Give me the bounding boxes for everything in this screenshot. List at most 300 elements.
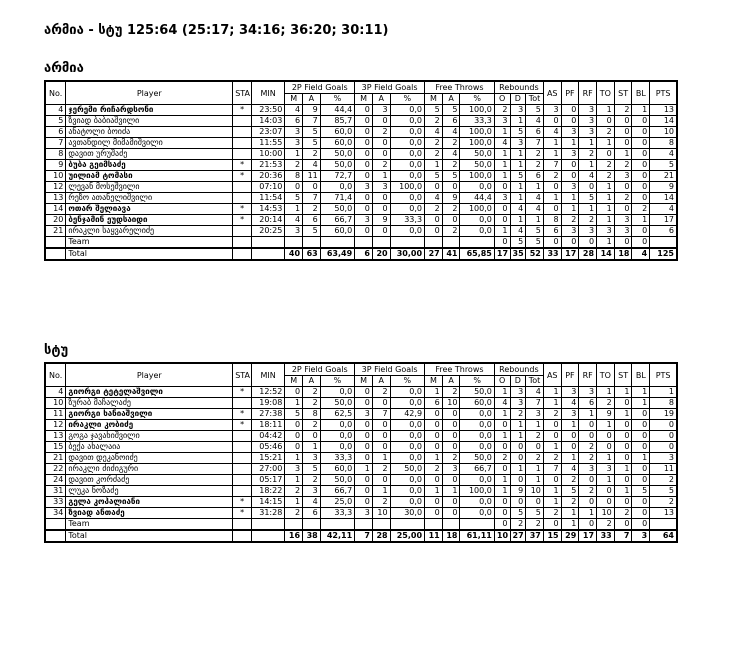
stat-pft: 0,0 xyxy=(460,508,494,519)
box-score-table-away xyxy=(44,362,678,543)
stat-as: 1 xyxy=(543,193,561,204)
stat-mft: 0 xyxy=(425,409,443,420)
stat-o: 1 xyxy=(494,486,510,497)
stat-rf: 1 xyxy=(579,138,597,149)
stat-to: 0 xyxy=(597,431,615,442)
stat-rf: 4 xyxy=(579,171,597,182)
stat-to: 1 xyxy=(597,453,615,464)
total-stat-bl: 3 xyxy=(632,530,650,542)
stat-a3: 0 xyxy=(372,431,390,442)
stat-as: 0 xyxy=(543,182,561,193)
header-rf: RF xyxy=(579,363,597,387)
stat-mft: 2 xyxy=(425,138,443,149)
player-row xyxy=(45,387,677,398)
stat-m2: 0 xyxy=(285,387,303,398)
stat-p3: 0,0 xyxy=(390,398,424,409)
stat-p2: 71,4 xyxy=(320,193,354,204)
player-number: 10 xyxy=(45,171,66,182)
stat-d: 1 xyxy=(510,431,526,442)
player-number: 13 xyxy=(45,193,66,204)
stat-bl: 0 xyxy=(632,171,650,182)
player-name: რეზო ათანელიშვილი xyxy=(66,193,233,204)
stat-m3: 3 xyxy=(355,508,373,519)
total-stat-m3: 6 xyxy=(355,248,373,260)
total-stat-p3: 25,00 xyxy=(390,530,424,542)
team-row-empty xyxy=(425,519,443,531)
stat-d: 0 xyxy=(510,453,526,464)
minutes: 27:00 xyxy=(251,464,284,475)
stat-d: 5 xyxy=(510,508,526,519)
minutes: 23:50 xyxy=(251,105,284,116)
stat-rf: 5 xyxy=(579,193,597,204)
stat-bl: 0 xyxy=(632,149,650,160)
header-made: M xyxy=(285,94,303,105)
player-row xyxy=(45,453,677,464)
stat-aft: 0 xyxy=(442,508,460,519)
stat-p2: 60,0 xyxy=(320,226,354,237)
stat-d: 5 xyxy=(510,171,526,182)
stat-rf: 1 xyxy=(579,204,597,215)
stat-to: 0 xyxy=(597,486,615,497)
stat-a3: 0 xyxy=(372,149,390,160)
stat-aft: 0 xyxy=(442,420,460,431)
total-stat-o: 17 xyxy=(494,248,510,260)
stat-pf: 1 xyxy=(561,138,579,149)
stat-st: 3 xyxy=(614,215,632,226)
stat-o: 0 xyxy=(494,464,510,475)
stat-st: 2 xyxy=(614,508,632,519)
stat-pft: 0,0 xyxy=(460,409,494,420)
stat-to: 2 xyxy=(597,160,615,171)
stat-as: 0 xyxy=(543,475,561,486)
stat-a2: 0 xyxy=(303,182,321,193)
stat-pts: 5 xyxy=(650,486,677,497)
total-stat-rf: 28 xyxy=(579,248,597,260)
stat-pts: 0 xyxy=(650,431,677,442)
team-stat-to: 2 xyxy=(597,519,615,531)
stat-as: 2 xyxy=(543,453,561,464)
stat-pft: 50,0 xyxy=(460,453,494,464)
stat-m3: 0 xyxy=(355,116,373,127)
stat-aft: 0 xyxy=(442,442,460,453)
stat-m2: 1 xyxy=(285,204,303,215)
stat-m2: 1 xyxy=(285,398,303,409)
stat-rf: 0 xyxy=(579,475,597,486)
stat-bl: 0 xyxy=(632,193,650,204)
total-row-no xyxy=(45,248,66,260)
header-offensive: O xyxy=(494,376,510,387)
player-number: 22 xyxy=(45,464,66,475)
total-stat-pts: 125 xyxy=(650,248,677,260)
stat-tot: 6 xyxy=(526,171,544,182)
player-number: 21 xyxy=(45,226,66,237)
stat-tot: 1 xyxy=(526,420,544,431)
starter-mark: * xyxy=(233,171,252,182)
header-sta: STA xyxy=(233,81,252,105)
player-number: 14 xyxy=(45,204,66,215)
team-stat-pf: 1 xyxy=(561,519,579,531)
stat-tot: 2 xyxy=(526,160,544,171)
stat-tot: 3 xyxy=(526,409,544,420)
team-row-empty xyxy=(303,519,321,531)
stat-rf: 1 xyxy=(579,160,597,171)
stat-as: 8 xyxy=(543,215,561,226)
stat-pts: 6 xyxy=(650,226,677,237)
stat-pts: 2 xyxy=(650,497,677,508)
stat-pts: 4 xyxy=(650,149,677,160)
team-stat-to: 1 xyxy=(597,237,615,249)
stat-tot: 1 xyxy=(526,182,544,193)
stat-tot: 4 xyxy=(526,204,544,215)
stat-pft: 0,0 xyxy=(460,215,494,226)
stat-p2: 60,0 xyxy=(320,464,354,475)
stat-m3: 3 xyxy=(355,215,373,226)
stat-pft: 50,0 xyxy=(460,160,494,171)
stat-rf: 2 xyxy=(579,442,597,453)
header-no: No. xyxy=(45,363,66,387)
starter-mark xyxy=(233,116,252,127)
stat-rf: 1 xyxy=(579,508,597,519)
stat-pf: 1 xyxy=(561,508,579,519)
stat-bl: 1 xyxy=(632,105,650,116)
stat-st: 0 xyxy=(614,431,632,442)
stat-o: 1 xyxy=(494,127,510,138)
stat-mft: 0 xyxy=(425,182,443,193)
stat-p3: 0,0 xyxy=(390,193,424,204)
stat-pft: 100,0 xyxy=(460,171,494,182)
header-defensive: D xyxy=(510,376,526,387)
stat-st: 3 xyxy=(614,171,632,182)
stat-m2: 3 xyxy=(285,138,303,149)
team-row-empty xyxy=(320,237,354,249)
stat-d: 3 xyxy=(510,138,526,149)
stat-pts: 3 xyxy=(650,453,677,464)
stat-o: 1 xyxy=(494,226,510,237)
header-st: ST xyxy=(614,363,632,387)
team-stat-d: 2 xyxy=(510,519,526,531)
stat-to: 1 xyxy=(597,215,615,226)
stat-tot: 4 xyxy=(526,387,544,398)
stat-pts: 17 xyxy=(650,215,677,226)
total-stat-tot: 37 xyxy=(526,530,544,542)
team-row-no xyxy=(45,237,66,249)
stat-tot: 1 xyxy=(526,464,544,475)
stat-pf: 1 xyxy=(561,204,579,215)
player-row xyxy=(45,226,677,237)
total-stat-m3: 7 xyxy=(355,530,373,542)
stat-as: 7 xyxy=(543,464,561,475)
starter-mark xyxy=(233,486,252,497)
stat-aft: 5 xyxy=(442,171,460,182)
stat-p2: 85,7 xyxy=(320,116,354,127)
header-pts: PTS xyxy=(650,363,677,387)
stat-m2: 1 xyxy=(285,149,303,160)
stat-a2: 4 xyxy=(303,160,321,171)
minutes: 15:21 xyxy=(251,453,284,464)
stat-p3: 0,0 xyxy=(390,171,424,182)
stat-p3: 0,0 xyxy=(390,442,424,453)
player-row xyxy=(45,193,677,204)
total-stat-a2: 38 xyxy=(303,530,321,542)
starter-mark: * xyxy=(233,508,252,519)
header-made: M xyxy=(355,94,373,105)
stat-p3: 30,0 xyxy=(390,508,424,519)
stat-m2: 2 xyxy=(285,160,303,171)
stat-d: 3 xyxy=(510,105,526,116)
stat-p2: 50,0 xyxy=(320,398,354,409)
game-title: არმია - სტუ 125:64 (25:17; 34:16; 36:20; 30:11) xyxy=(44,23,389,38)
stat-pts: 0 xyxy=(650,420,677,431)
stat-to: 1 xyxy=(597,138,615,149)
stat-bl: 0 xyxy=(632,431,650,442)
stat-a3: 0 xyxy=(372,204,390,215)
stat-as: 0 xyxy=(543,204,561,215)
stat-as: 1 xyxy=(543,138,561,149)
stat-as: 1 xyxy=(543,442,561,453)
header-as: AS xyxy=(543,363,561,387)
stat-pts: 5 xyxy=(650,160,677,171)
stat-a2: 7 xyxy=(303,193,321,204)
stat-m3: 0 xyxy=(355,149,373,160)
stat-bl: 2 xyxy=(632,204,650,215)
stat-p3: 0,0 xyxy=(390,204,424,215)
stat-m3: 3 xyxy=(355,409,373,420)
stat-mft: 1 xyxy=(425,453,443,464)
stat-tot: 5 xyxy=(526,508,544,519)
player-number: 21 xyxy=(45,453,66,464)
team-row-empty xyxy=(425,237,443,249)
stat-aft: 6 xyxy=(442,116,460,127)
team-stat-rf: 0 xyxy=(579,237,597,249)
stat-p2: 66,7 xyxy=(320,486,354,497)
stat-m3: 0 xyxy=(355,193,373,204)
team-row xyxy=(45,237,677,249)
stat-m3: 0 xyxy=(355,475,373,486)
stat-as: 6 xyxy=(543,226,561,237)
stat-p3: 0,0 xyxy=(390,160,424,171)
stat-mft: 1 xyxy=(425,160,443,171)
header-attempted: A xyxy=(442,94,460,105)
stat-rf: 3 xyxy=(579,105,597,116)
stat-m3: 0 xyxy=(355,420,373,431)
header-fg3: 3P Field Goals xyxy=(355,363,425,376)
header-no: No. xyxy=(45,81,66,105)
stat-tot: 10 xyxy=(526,486,544,497)
stat-a3: 3 xyxy=(372,105,390,116)
stat-to: 1 xyxy=(597,105,615,116)
stat-d: 0 xyxy=(510,442,526,453)
stat-m2: 5 xyxy=(285,193,303,204)
total-stat-st: 7 xyxy=(614,530,632,542)
stat-tot: 2 xyxy=(526,453,544,464)
starter-mark: * xyxy=(233,420,252,431)
team-stat-o: 0 xyxy=(494,519,510,531)
stat-a3: 0 xyxy=(372,442,390,453)
starter-mark: * xyxy=(233,497,252,508)
stat-p2: 50,0 xyxy=(320,149,354,160)
player-name: ზვიად ბაბიაშვილი xyxy=(66,116,233,127)
stat-tot: 2 xyxy=(526,149,544,160)
stat-aft: 4 xyxy=(442,127,460,138)
player-name: დავით დეკანოიძე xyxy=(66,453,233,464)
stat-o: 0 xyxy=(494,182,510,193)
stat-as: 1 xyxy=(543,387,561,398)
team-row-empty xyxy=(650,519,677,531)
total-stat-d: 35 xyxy=(510,248,526,260)
stat-aft: 2 xyxy=(442,160,460,171)
stat-st: 0 xyxy=(614,116,632,127)
total-row xyxy=(45,248,677,260)
stat-pf: 1 xyxy=(561,420,579,431)
stat-o: 4 xyxy=(494,138,510,149)
stat-m3: 0 xyxy=(355,431,373,442)
stat-p2: 0,0 xyxy=(320,182,354,193)
starter-mark xyxy=(233,193,252,204)
header-made: M xyxy=(355,376,373,387)
stat-a2: 0 xyxy=(303,431,321,442)
player-row xyxy=(45,127,677,138)
team-stat-st: 0 xyxy=(614,237,632,249)
header-ft: Free Throws xyxy=(425,363,495,376)
team-row-empty xyxy=(460,519,494,531)
stat-m3: 1 xyxy=(355,464,373,475)
total-stat-bl: 4 xyxy=(632,248,650,260)
stat-rf: 3 xyxy=(579,116,597,127)
stat-o: 0 xyxy=(494,215,510,226)
stat-tot: 7 xyxy=(526,138,544,149)
stat-m2: 8 xyxy=(285,171,303,182)
starter-mark: * xyxy=(233,215,252,226)
header-percent: % xyxy=(390,376,424,387)
stat-p3: 0,0 xyxy=(390,431,424,442)
stat-pf: 3 xyxy=(561,409,579,420)
stat-mft: 2 xyxy=(425,149,443,160)
team-stat-tot: 5 xyxy=(526,237,544,249)
minutes: 21:53 xyxy=(251,160,284,171)
stat-bl: 0 xyxy=(632,160,650,171)
stat-a3: 2 xyxy=(372,387,390,398)
stat-mft: 1 xyxy=(425,387,443,398)
player-row xyxy=(45,182,677,193)
stat-a2: 4 xyxy=(303,497,321,508)
stat-p3: 0,0 xyxy=(390,387,424,398)
team-row-empty xyxy=(251,237,284,249)
player-row xyxy=(45,497,677,508)
team-row-empty xyxy=(285,519,303,531)
player-row xyxy=(45,486,677,497)
stat-bl: 0 xyxy=(632,442,650,453)
total-stat-rf: 17 xyxy=(579,530,597,542)
stat-bl: 0 xyxy=(632,420,650,431)
stat-m2: 2 xyxy=(285,508,303,519)
starter-mark xyxy=(233,182,252,193)
stat-pf: 0 xyxy=(561,105,579,116)
stat-d: 1 xyxy=(510,160,526,171)
stat-m2: 4 xyxy=(285,215,303,226)
stat-bl: 0 xyxy=(632,226,650,237)
stat-pft: 0,0 xyxy=(460,182,494,193)
stat-tot: 1 xyxy=(526,475,544,486)
player-number: 33 xyxy=(45,497,66,508)
starter-mark: * xyxy=(233,387,252,398)
stat-rf: 3 xyxy=(579,226,597,237)
player-name: ბუბა გეიმსაძე xyxy=(66,160,233,171)
stat-p3: 50,0 xyxy=(390,464,424,475)
starter-mark xyxy=(233,138,252,149)
stat-rf: 3 xyxy=(579,387,597,398)
stat-as: 1 xyxy=(543,486,561,497)
total-stat-as: 33 xyxy=(543,248,561,260)
player-row xyxy=(45,116,677,127)
total-stat-pft: 61,11 xyxy=(460,530,494,542)
stat-a3: 1 xyxy=(372,453,390,464)
stat-st: 1 xyxy=(614,464,632,475)
stat-o: 1 xyxy=(494,387,510,398)
stat-to: 2 xyxy=(597,171,615,182)
total-stat-d: 27 xyxy=(510,530,526,542)
starter-mark: * xyxy=(233,204,252,215)
stat-m2: 4 xyxy=(285,105,303,116)
stat-d: 5 xyxy=(510,127,526,138)
stat-a3: 3 xyxy=(372,182,390,193)
stat-to: 10 xyxy=(597,508,615,519)
stat-m3: 0 xyxy=(355,442,373,453)
stat-as: 2 xyxy=(543,171,561,182)
stat-rf: 2 xyxy=(579,453,597,464)
stat-rf: 0 xyxy=(579,431,597,442)
minutes: 14:03 xyxy=(251,116,284,127)
minutes: 31:28 xyxy=(251,508,284,519)
total-stat-o: 10 xyxy=(494,530,510,542)
stat-pts: 13 xyxy=(650,105,677,116)
stat-o: 1 xyxy=(494,149,510,160)
minutes: 11:54 xyxy=(251,193,284,204)
stat-pft: 33,3 xyxy=(460,116,494,127)
player-name: დავით ურუშაძე xyxy=(66,149,233,160)
total-row-label: Total xyxy=(66,530,233,542)
team-stat-st: 0 xyxy=(614,519,632,531)
stat-tot: 0 xyxy=(526,497,544,508)
starter-mark: * xyxy=(233,105,252,116)
stat-p2: 50,0 xyxy=(320,204,354,215)
stat-pft: 0,0 xyxy=(460,497,494,508)
stat-m3: 0 xyxy=(355,486,373,497)
stat-as: 4 xyxy=(543,127,561,138)
stat-pts: 19 xyxy=(650,409,677,420)
stat-to: 0 xyxy=(597,149,615,160)
stat-pts: 8 xyxy=(650,138,677,149)
stat-rf: 2 xyxy=(579,486,597,497)
stat-aft: 0 xyxy=(442,409,460,420)
player-name: ბექა ახალაია xyxy=(66,442,233,453)
player-row xyxy=(45,149,677,160)
player-number: 12 xyxy=(45,420,66,431)
total-stat-mft: 11 xyxy=(425,530,443,542)
stat-d: 1 xyxy=(510,193,526,204)
player-row xyxy=(45,398,677,409)
stat-p2: 33,3 xyxy=(320,453,354,464)
stat-a3: 0 xyxy=(372,475,390,486)
player-name: ლევან მოსეშვილი xyxy=(66,182,233,193)
starter-mark xyxy=(233,398,252,409)
stat-pf: 0 xyxy=(561,116,579,127)
stat-pts: 14 xyxy=(650,116,677,127)
stat-a2: 2 xyxy=(303,387,321,398)
stat-a2: 8 xyxy=(303,409,321,420)
team-row-empty xyxy=(355,519,373,531)
stat-pf: 1 xyxy=(561,193,579,204)
stat-pft: 0,0 xyxy=(460,431,494,442)
